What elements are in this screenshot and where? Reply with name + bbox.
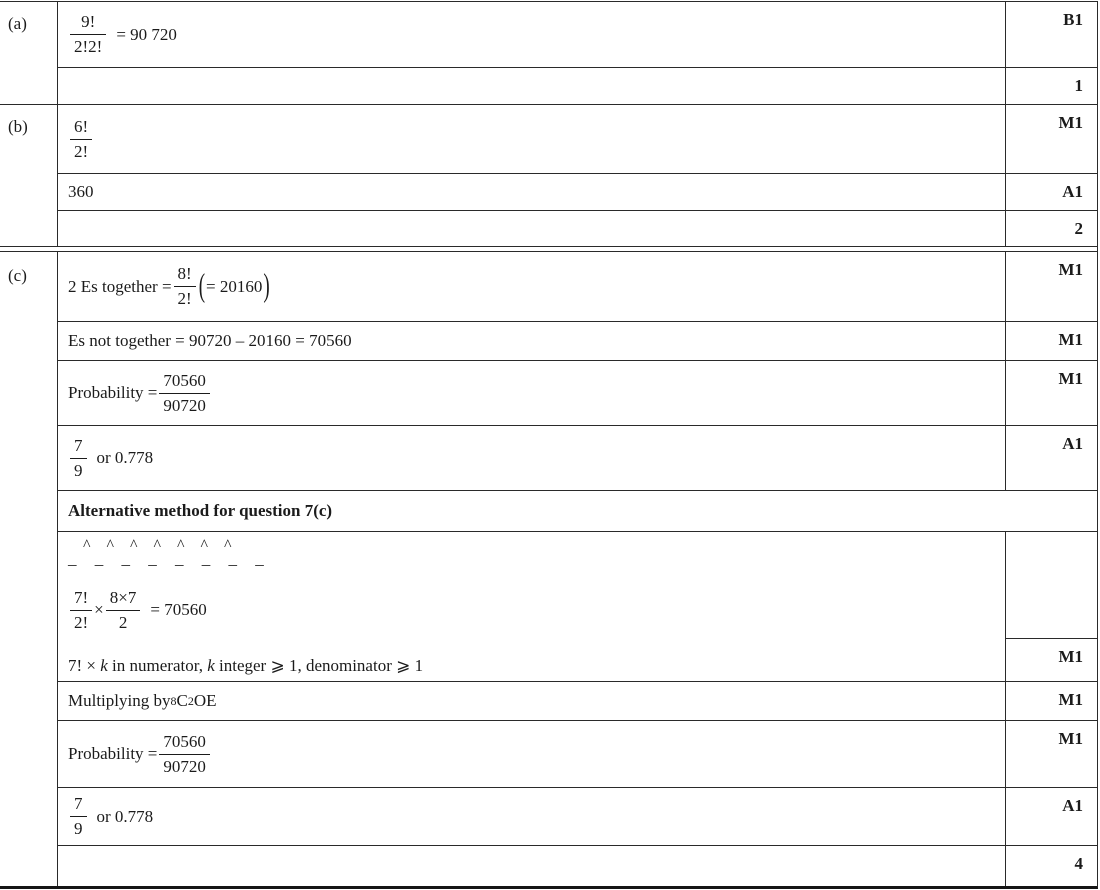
alternative-method-row (58, 490, 1097, 531)
total-row-a (58, 67, 1097, 104)
mark-cell: M1 (1005, 721, 1097, 787)
answer-row-c8 (58, 720, 1097, 787)
total-marks-cell: 2 (1005, 211, 1097, 246)
mark-cell: M1 (1006, 638, 1097, 681)
fraction-denominator: 2! (74, 612, 89, 632)
gap-caret-diagram (68, 537, 271, 568)
fraction (159, 732, 210, 776)
mark-cell: M1 (1005, 682, 1097, 720)
alt-calculation (68, 588, 207, 632)
part-b-block (0, 104, 1097, 246)
fraction (174, 264, 196, 308)
underscore-line: _ _ _ _ _ _ _ _ (68, 549, 271, 568)
part-c-rows (58, 252, 1097, 886)
note-text: integer ⩾ 1, denominator ⩾ 1 (214, 656, 424, 676)
note-text: Multiplying by (68, 691, 171, 710)
answer-row-b1 (58, 105, 1097, 173)
working-cell (58, 426, 1005, 490)
mark-cell: A1 (1005, 174, 1097, 210)
part-c-label: (c) (0, 252, 58, 886)
mark-cell: M1 (1005, 105, 1097, 173)
part-a-rows (58, 2, 1097, 104)
variable-k: k (100, 656, 108, 676)
fraction-numerator: 8! (174, 264, 196, 287)
answer-row-c2 (58, 321, 1097, 360)
working-cell-empty (58, 68, 1005, 104)
parenthetical-value: = 20160 (206, 276, 263, 296)
ncr-base: C (176, 691, 188, 710)
fraction-denominator: 2 (118, 612, 128, 632)
alt-working-row (58, 531, 1097, 681)
working-cell (58, 361, 1005, 425)
fraction (70, 117, 92, 161)
fraction-numerator: 7! (70, 588, 92, 611)
working-cell: 360 (68, 182, 94, 201)
working-cell (58, 2, 1005, 67)
equation-prefix: Probability = (68, 383, 158, 402)
fraction-denominator: 2! (74, 141, 89, 161)
fraction-numerator: 6! (70, 117, 92, 140)
working-cell (58, 721, 1005, 787)
fraction (70, 794, 87, 838)
answer-row-c9 (58, 787, 1097, 845)
equation-prefix: 2 Es together = (68, 276, 172, 296)
answer-row-c7 (58, 681, 1097, 720)
answer-row-a1 (58, 2, 1097, 67)
fraction-denominator: 9 (74, 819, 83, 838)
working-cell-empty (58, 211, 1005, 246)
fraction-denominator: 90720 (163, 756, 206, 776)
note-text: OE (193, 691, 217, 710)
working-cell (58, 105, 1005, 173)
caret-line: ^ ^ ^ ^ ^ ^ ^ (83, 537, 238, 554)
mark-scheme-table (0, 1, 1098, 889)
answer-row-c3 (58, 360, 1097, 425)
working-cell (58, 532, 1005, 681)
fraction-denominator: 9 (74, 460, 83, 480)
fraction-numerator: 7 (70, 436, 87, 459)
note-text: in numerator, (107, 656, 208, 676)
equation-result: = 90 720 (116, 24, 177, 44)
mark-cell: M1 (1005, 361, 1097, 425)
mark-cell: B1 (1005, 2, 1097, 67)
fraction (159, 371, 210, 415)
equation-result: = 70560 (150, 600, 207, 620)
part-b-rows (58, 105, 1097, 246)
part-c-block (0, 252, 1097, 886)
part-a-block (0, 2, 1097, 104)
answer-row-c4 (58, 425, 1097, 490)
fraction (70, 588, 92, 632)
fraction-denominator: 2! (177, 289, 192, 308)
times-sign: × (94, 600, 104, 620)
alternative-method-heading: Alternative method for question 7(c) (68, 501, 333, 520)
answer-alternative: or 0.778 (96, 806, 154, 826)
fraction-numerator: 8×7 (106, 588, 141, 611)
total-row-c (58, 845, 1097, 886)
fraction-numerator: 70560 (159, 371, 210, 394)
total-row-b (58, 210, 1097, 246)
mark-cell: M1 (1005, 322, 1097, 360)
part-a-label: (a) (0, 2, 58, 104)
working-cell (58, 252, 1005, 321)
fraction (70, 12, 106, 56)
marking-criterion-note (68, 656, 423, 676)
answer-row-b2 (58, 173, 1097, 210)
answer-row-c1 (58, 252, 1097, 321)
fraction-numerator: 7 (70, 794, 87, 817)
variable-k: k (207, 656, 215, 676)
mark-cell: A1 (1005, 788, 1097, 845)
working-cell: Es not together = 90720 – 20160 = 70560 (68, 331, 352, 350)
working-cell (58, 788, 1005, 845)
note-text: 7! × (68, 656, 101, 676)
fraction-numerator: 70560 (159, 732, 210, 755)
equation-prefix: Probability = (68, 744, 158, 763)
total-marks-cell: 4 (1005, 846, 1097, 886)
fraction (70, 436, 87, 480)
mark-cell: M1 (1005, 252, 1097, 321)
mark-cell-empty (1006, 532, 1097, 638)
mark-column-split (1005, 532, 1097, 681)
working-cell-empty (58, 846, 1005, 886)
open-paren: ( (198, 267, 206, 304)
answer-alternative: or 0.778 (96, 448, 154, 467)
fraction-denominator: 2!2! (74, 37, 103, 56)
fraction (106, 588, 141, 632)
fraction-numerator: 9! (70, 12, 106, 35)
working-cell: Multiplying by 8 C 2 OE (68, 691, 217, 710)
close-paren: ) (263, 267, 270, 304)
total-marks-cell: 1 (1005, 68, 1097, 104)
fraction-denominator: 90720 (163, 395, 206, 415)
part-b-label: (b) (0, 105, 58, 246)
mark-cell: A1 (1005, 426, 1097, 490)
